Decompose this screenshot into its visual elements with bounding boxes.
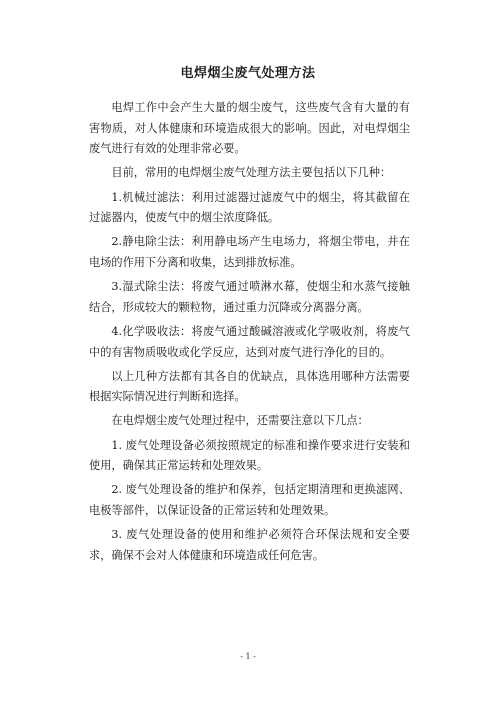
paragraph: 2.静电除尘法：利用静电场产生电场力，将烟尘带电，并在电场的作用下分离和收集，达到排放标准。	[89, 235, 410, 269]
paragraph: 3.湿式除尘法：将废气通过喷淋水幕，使烟尘和水蒸气接触结合，形成较大的颗粒物，通过重力沉降或分离器分离。	[89, 280, 410, 314]
paragraph: 目前，常用的电焊烟尘废气处理方法主要包括以下几种：	[111, 166, 392, 180]
paragraph: 2. 废气处理设备的维护和保养，包括定期清理和更换滤网、电极等部件，以保证设备的正常运转和处理效果。	[89, 483, 410, 518]
paragraph: 电焊工作中会产生大量的烟尘废气，这些废气含有大量的有害物质，对人体健康和环境造成很大的影响。因此，对电焊烟尘废气进行有效的处理非常必要。	[89, 101, 410, 156]
paragraph: 1. 废气处理设备必须按照规定的标准和操作要求进行安装和使用，确保其正常运转和处理效果。	[89, 438, 410, 473]
paragraph: 在电焊烟尘废气处理过程中，还需要注意以下几点：	[111, 414, 369, 428]
document-title: 电焊烟尘废气处理方法	[180, 66, 316, 81]
paragraph: 1.机械过滤法：利用过滤器过滤废气中的烟尘，将其截留在过滤器内，使废气中的烟尘浓度降低。	[89, 190, 410, 225]
paragraph: 3. 废气处理设备的使用和维护必须符合环保法规和安全要求，确保不会对人体健康和环境造成任何危害。	[89, 528, 410, 562]
page-number: - 1 -	[240, 652, 256, 661]
paragraph: 4.化学吸收法：将废气通过酸碱溶液或化学吸收剂，将废气中的有害物质吸收或化学反应，达到对废气进行净化的目的。	[89, 324, 410, 359]
paragraph: 以上几种方法都有其各自的优缺点，具体选用哪种方法需要根据实际情况进行判断和选择。	[89, 369, 410, 404]
document-body	[89, 98, 410, 570]
